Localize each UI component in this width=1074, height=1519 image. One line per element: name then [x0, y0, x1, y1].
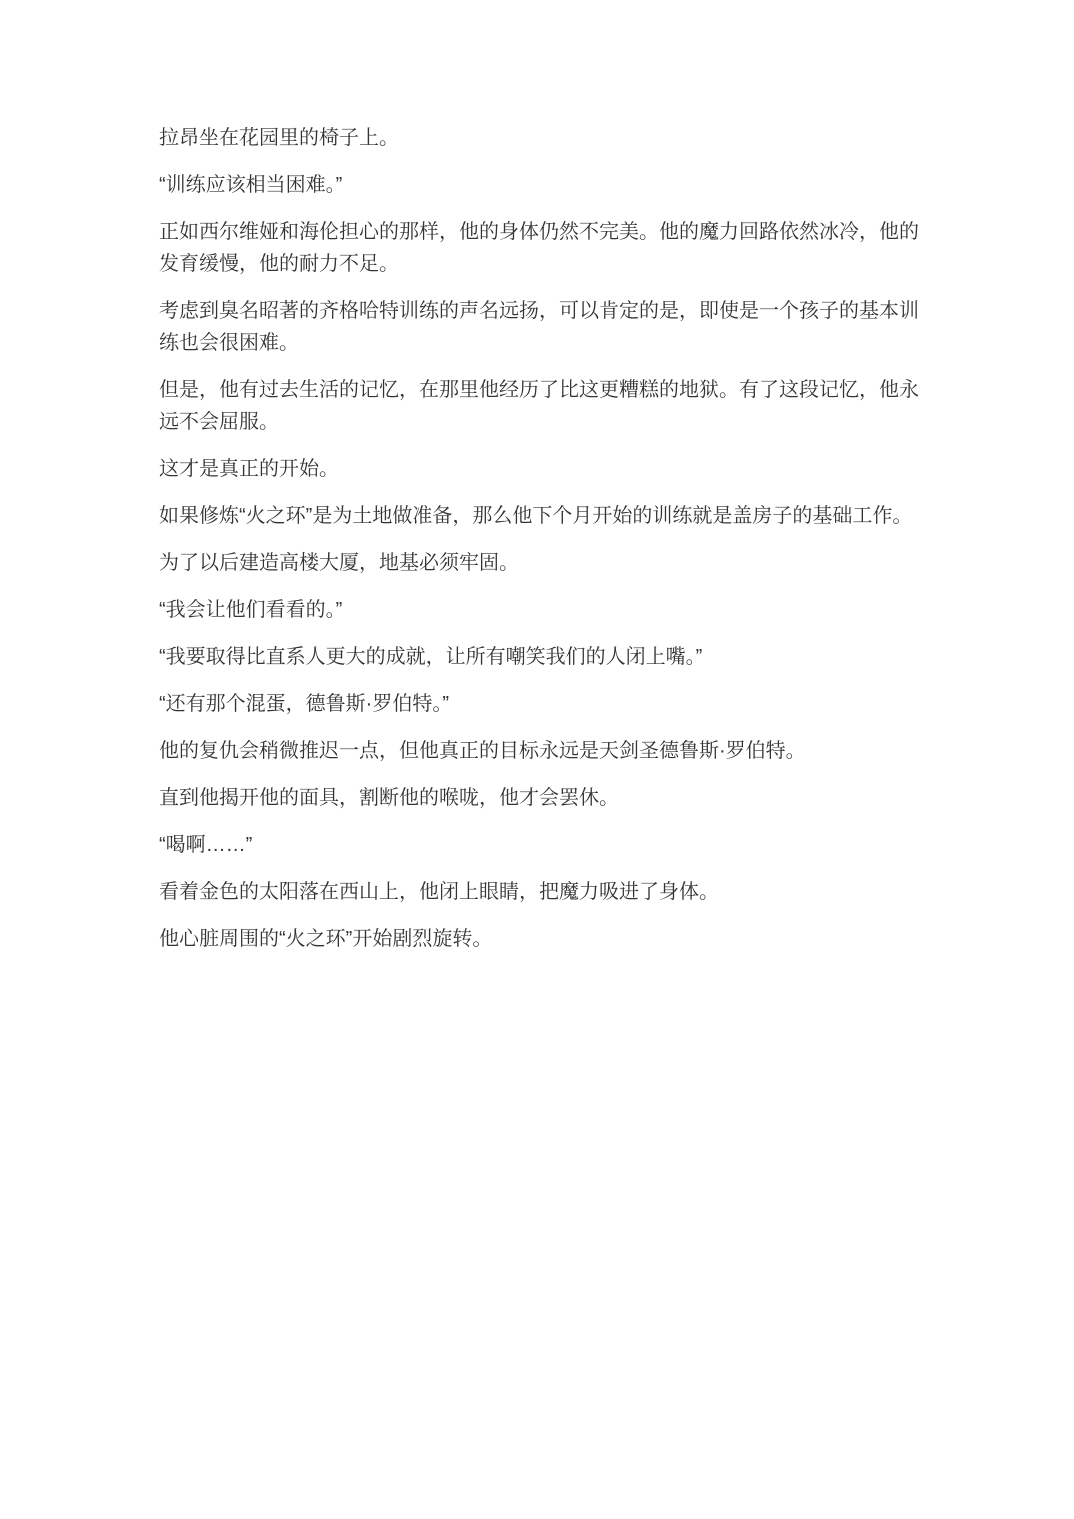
- paragraph: 如果修炼“火之环”是为土地做准备，那么他下个月开始的训练就是盖房子的基础工作。: [159, 505, 913, 527]
- paragraph: 正如西尔维娅和海伦担心的那样，他的身体仍然不完美。他的魔力回路依然冰冷，他的发育缓慢，他的耐力不足。: [159, 221, 919, 275]
- paragraph: 他的复仇会稍微推迟一点，但他真正的目标永远是天剑圣德鲁斯·罗伯特。: [159, 740, 806, 762]
- paragraph: “我要取得比直系人更大的成就，让所有嘲笑我们的人闭上嘴。”: [159, 646, 703, 668]
- paragraph: 拉昂坐在花园里的椅子上。: [159, 127, 399, 149]
- paragraph: 看着金色的太阳落在西山上，他闭上眼睛，把魔力吸进了身体。: [159, 881, 719, 903]
- paragraph: 这才是真正的开始。: [159, 458, 339, 480]
- paragraph: 但是，他有过去生活的记忆，在那里他经历了比这更糟糕的地狱。有了这段记忆，他永远不会屈服。: [159, 379, 919, 433]
- paragraph: 直到他揭开他的面具，割断他的喉咙，他才会罢休。: [159, 787, 619, 809]
- paragraph: 为了以后建造高楼大厦，地基必须牢固。: [159, 552, 519, 574]
- paragraph: “训练应该相当困难。”: [159, 174, 343, 196]
- paragraph: 他心脏周围的“火之环”开始剧烈旋转。: [159, 928, 493, 950]
- paragraph: 考虑到臭名昭著的齐格哈特训练的声名远扬，可以肯定的是，即使是一个孩子的基本训练也会很困难。: [159, 300, 919, 354]
- document-content: [159, 122, 925, 970]
- paragraph: “喝啊……”: [159, 834, 253, 856]
- paragraph: “还有那个混蛋，德鲁斯·罗伯特。”: [159, 693, 449, 715]
- paragraph: “我会让他们看看的。”: [159, 599, 343, 621]
